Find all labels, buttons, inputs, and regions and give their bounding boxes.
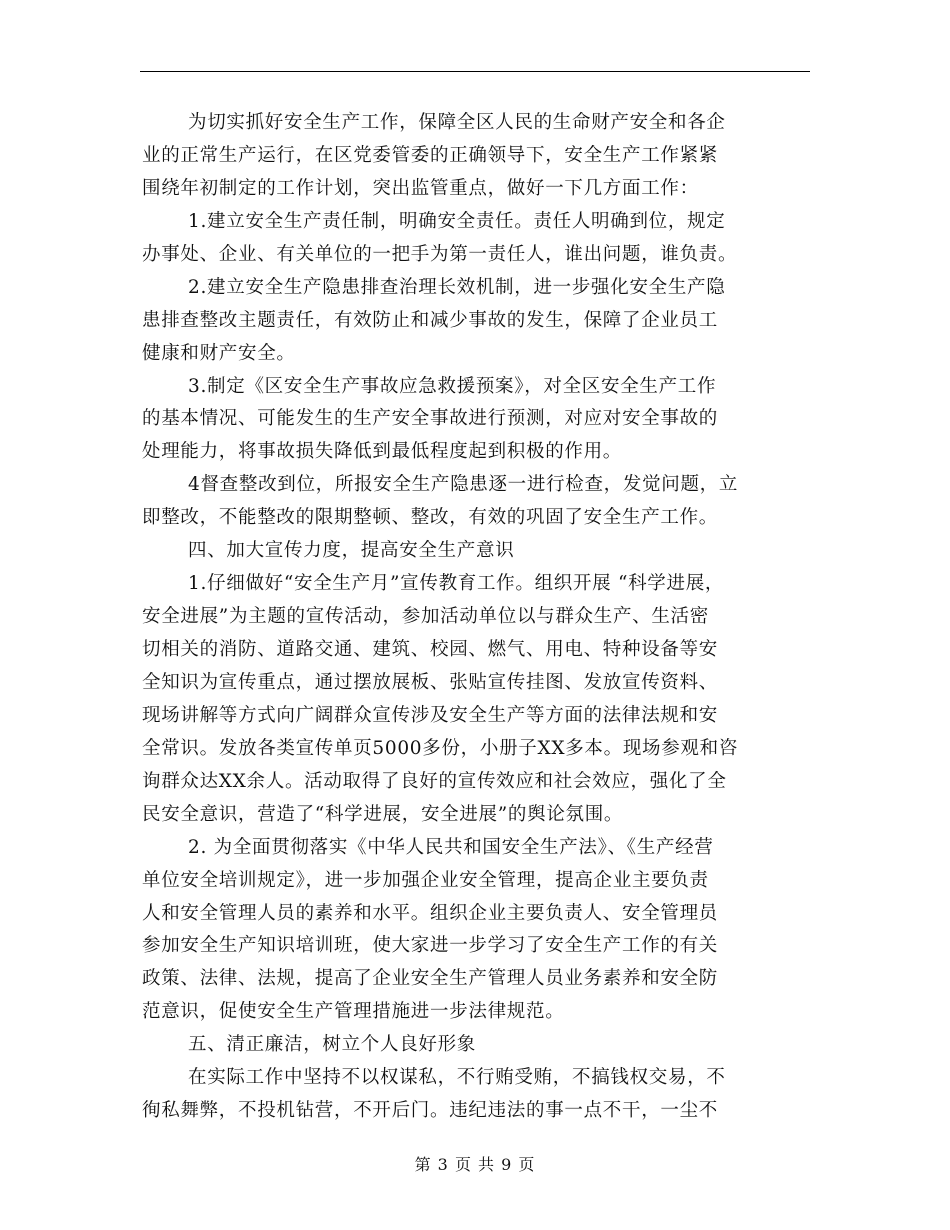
text-line: 为切实抓好安全生产工作，保障全区人民的生命财产安全和各企	[188, 112, 726, 133]
text-line: 2.建立安全生产隐患排查治理长效机制，进一步强化安全生产隐	[188, 276, 726, 298]
text-line: 患排查整改主题责任，有效防止和减少事故的发生，保障了企业员工	[142, 309, 719, 331]
text-line: 单位安全培训规定》，进一步加强企业安全管理，提高企业主要负责	[142, 869, 709, 891]
text-line: 3.制定《区安全生产事故应急救援预案》，对全区安全生产工作	[188, 375, 717, 397]
text-line: 政策、法律、法规，提高了企业安全生产管理人员业务素养和安全防	[142, 968, 719, 990]
text-line: 询群众达XX余人。活动取得了良好的宣传效应和社会效应，强化了全	[142, 770, 727, 792]
text-line: 五、清正廉洁，树立个人良好形象	[188, 1034, 477, 1056]
text-line: 的基本情况、可能发生的生产安全事故进行预测，对应对安全事故的	[142, 408, 719, 430]
text-line: 四、加大宣传力度，提高安全生产意识	[188, 540, 515, 562]
text-line: 围绕年初制定的工作计划，突出监管重点，做好一下几方面工作：	[142, 177, 699, 199]
page-number: 第 3 页 共 9 页	[414, 1155, 536, 1174]
text-line: 2. 为全面贯彻落实《中华人民共和国安全生产法》、《生产经营	[188, 836, 714, 858]
text-line: 参加安全生产知识培训班，使大家进一步学习了安全生产工作的有关	[142, 935, 719, 957]
header-rule	[140, 71, 810, 72]
text-line: 4督查整改到位，所报安全生产隐患逐一进行检查，发觉问题，立	[188, 474, 739, 496]
text-line: 业的正常生产运行，在区党委管委的正确领导下，安全生产工作紧紧	[142, 144, 719, 166]
text-line: 全知识为宣传重点，通过摆放展板、张贴宣传挂图、发放宣传资料、	[142, 671, 719, 693]
text-line: 范意识，促使安全生产管理措施进一步法律规范。	[142, 1001, 565, 1023]
text-line: 1.仔细做好“安全生产月”宣传教育工作。组织开展 “科学进展，	[188, 573, 725, 595]
text-line: 1.建立安全生产责任制，明确安全责任。责任人明确到位，规定	[188, 210, 726, 232]
text-line: 人和安全管理人员的素养和水平。组织企业主要负责人、安全管理员	[142, 902, 719, 924]
text-line: 民安全意识，营造了“科学进展，安全进展”的舆论氛围。	[142, 803, 624, 825]
document-body	[142, 107, 808, 1128]
text-line: 徇私舞弊，不投机钻营，不开后门。违纪违法的事一点不干，一尘不	[142, 1100, 719, 1122]
text-line: 切相关的消防、道路交通、建筑、校园、燃气、用电、特种设备等安	[142, 639, 719, 660]
text-line: 安全进展”为主题的宣传活动，参加活动单位以与群众生产、生活密	[142, 606, 709, 628]
text-line: 在实际工作中坚持不以权谋私，不行贿受贿，不搞钱权交易，不	[188, 1067, 726, 1089]
text-line: 现场讲解等方式向广阔群众宣传涉及安全生产等方面的法律法规和安	[142, 704, 719, 726]
text-line: 即整改，不能整改的限期整顿、整改，有效的巩固了安全生产工作。	[142, 507, 719, 529]
text-line: 办事处、企业、有关单位的一把手为第一责任人，谁出问题，谁负责。	[142, 243, 738, 265]
text-line: 全常识。发放各类宣传单页5000多份，小册子XX多本。现场参观和咨	[142, 737, 739, 759]
text-line: 健康和财产安全。	[142, 342, 296, 364]
text-line: 处理能力，将事故损失降低到最低程度起到积极的作用。	[142, 441, 623, 463]
